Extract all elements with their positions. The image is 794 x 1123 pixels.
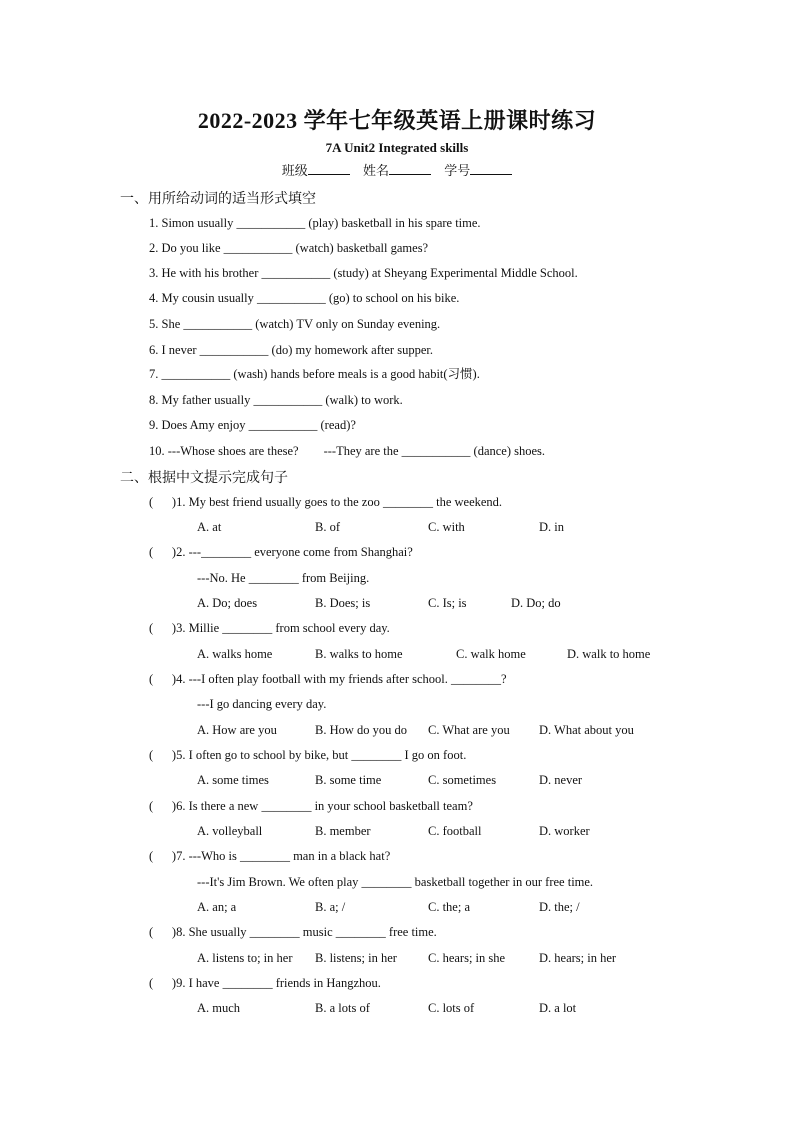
option-d: D. Do; do xyxy=(511,596,561,610)
option-d: D. the; / xyxy=(539,900,580,914)
fill-item: 5. She ___________ (watch) TV only on Sunday evening. xyxy=(149,317,441,331)
question-stem: ( )1. My best friend usually goes to the zoo ________ the weekend. xyxy=(149,495,503,509)
option-b: B. Does; is xyxy=(315,596,371,610)
option-a: A. an; a xyxy=(197,900,237,914)
option-b: B. a lots of xyxy=(315,1001,370,1015)
option-d: D. walk to home xyxy=(567,647,651,661)
option-d: D. hears; in her xyxy=(539,951,617,965)
option-c: C. What are you xyxy=(428,723,510,737)
option-c: C. with xyxy=(428,520,465,534)
fill-item: 6. I never ___________ (do) my homework after supper. xyxy=(149,343,433,357)
option-c: C. the; a xyxy=(428,900,471,914)
option-d: D. in xyxy=(539,520,564,534)
section1-heading: 一、用所给动词的适当形式填空 xyxy=(120,192,316,207)
option-a: A. some times xyxy=(197,773,269,787)
student-info-fields xyxy=(0,160,794,179)
question-stem: ( )4. ---I often play football with my friends after school. ________? xyxy=(149,672,507,686)
option-d: D. never xyxy=(539,773,583,787)
option-b: B. member xyxy=(315,824,371,838)
option-a: A. listens to; in her xyxy=(197,951,293,965)
name-blank xyxy=(389,162,431,175)
option-d: D. What about you xyxy=(539,723,634,737)
option-c: C. hears; in she xyxy=(428,951,506,965)
option-b: B. of xyxy=(315,520,340,534)
option-a: A. walks home xyxy=(197,647,273,661)
option-c: C. football xyxy=(428,824,482,838)
question-stem: ( )9. I have ________ friends in Hangzhou. xyxy=(149,976,381,990)
option-c: C. walk home xyxy=(456,647,526,661)
question-stem: ( )3. Millie ________ from school every day. xyxy=(149,621,390,635)
fill-item: 4. My cousin usually ___________ (go) to school on his bike. xyxy=(149,291,460,305)
question-reply: ---It's Jim Brown. We often play ________ basketball together in our free time. xyxy=(197,875,594,889)
option-b: B. How do you do xyxy=(315,723,408,737)
option-c: C. Is; is xyxy=(428,596,467,610)
option-a: A. How are you xyxy=(197,723,277,737)
fill-item: 8. My father usually ___________ (walk) to work. xyxy=(149,393,403,407)
class-label: 班级 xyxy=(281,163,308,178)
option-c: C. lots of xyxy=(428,1001,475,1015)
option-a: A. volleyball xyxy=(197,824,263,838)
option-b: B. walks to home xyxy=(315,647,403,661)
option-c: C. sometimes xyxy=(428,773,497,787)
option-d: D. worker xyxy=(539,824,590,838)
question-stem: ( )2. ---________ everyone come from Shanghai? xyxy=(149,545,413,559)
question-stem: ( )5. I often go to school by bike, but ________ I go on foot. xyxy=(149,748,467,762)
question-stem: ( )6. Is there a new ________ in your school basketball team? xyxy=(149,799,473,813)
option-d: D. a lot xyxy=(539,1001,577,1015)
fill-item: 3. He with his brother ___________ (study) at Sheyang Experimental Middle School. xyxy=(149,266,578,280)
class-blank xyxy=(308,162,350,175)
fill-item: 1. Simon usually ___________ (play) basketball in his spare time. xyxy=(149,216,481,230)
name-label: 姓名 xyxy=(362,163,389,178)
option-b: B. some time xyxy=(315,773,382,787)
option-a: A. much xyxy=(197,1001,241,1015)
number-blank xyxy=(470,162,512,175)
fill-item: 7. ___________ (wash) hands before meals is a good habit(习惯). xyxy=(149,367,480,381)
fill-item: 2. Do you like ___________ (watch) basketball games? xyxy=(149,241,429,255)
question-reply: ---I go dancing every day. xyxy=(197,697,327,711)
fill-item: 10. ---Whose shoes are these? ---They are the ___________ (dance) shoes. xyxy=(149,444,546,458)
option-b: B. listens; in her xyxy=(315,951,397,965)
number-label: 学号 xyxy=(444,163,471,178)
page-title: 2022-2023 学年七年级英语上册课时练习 xyxy=(197,108,597,133)
fill-item: 9. Does Amy enjoy ___________ (read)? xyxy=(149,418,356,432)
question-reply: ---No. He ________ from Beijing. xyxy=(197,571,370,585)
option-b: B. a; / xyxy=(315,900,346,914)
option-a: A. Do; does xyxy=(197,596,258,610)
question-stem: ( )8. She usually ________ music ________ free time. xyxy=(149,925,437,939)
question-stem: ( )7. ---Who is ________ man in a black hat? xyxy=(149,849,391,863)
section2-heading: 二、根据中文提示完成句子 xyxy=(120,471,288,486)
unit-subtitle: 7A Unit2 Integrated skills xyxy=(325,140,469,155)
option-a: A. at xyxy=(197,520,222,534)
